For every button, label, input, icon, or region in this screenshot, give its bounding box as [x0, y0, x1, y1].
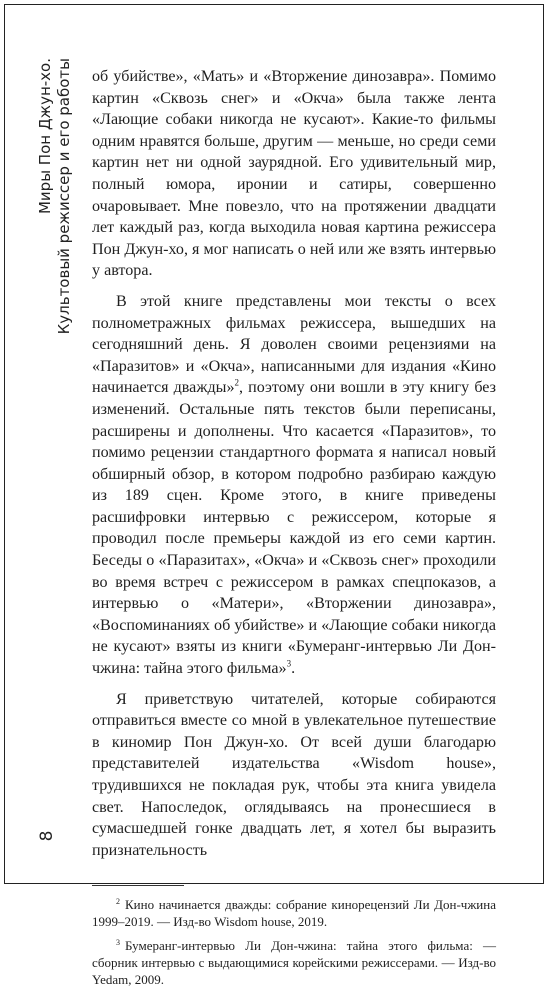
- footnote-2: [92, 896, 496, 930]
- paragraph-text: В этой книге представлены мои тексты о всех полнометражных фильмах режиссера, вышедших на сегодняшний день. Я доволен своими рецензиями на «Паразитов» и «Окча», написанными для издания «Кино начинается дважды»: [92, 292, 496, 397]
- paragraph-text: Я приветствую читателей, которые собираются отправиться вместе со мной в увлекательное путешествие в киномир Пон Джун-хо. От всей души благодарю представителей издательства «Wisdom house», трудившихся не покладая рук, чтобы эта книга увидела свет. Напоследок, оглядываясь на пронесшиеся в сумасшедшей гонке двадцать лет, я хотел бы выразить признательность: [92, 690, 496, 859]
- paragraph-2: [92, 291, 496, 680]
- footnote-divider: [92, 885, 184, 886]
- running-head-title: Миры Пон Джун-хо.: [36, 58, 54, 215]
- footnote-mark: 2: [116, 897, 120, 907]
- footnote-3: [92, 937, 496, 988]
- footnote-text: Кино начинается дважды: собрание кинорецензий Ли Дон-чжина 1999–2019. — Изд-во Wisdom house, 2019.: [92, 897, 496, 930]
- paragraph-1: [92, 66, 496, 282]
- running-head: [36, 58, 96, 348]
- footnote-mark: 3: [116, 938, 120, 948]
- running-head-subtitle: Культовый режиссер и его работы: [55, 58, 73, 335]
- footnote-text: Бумеранг-интервью Ли Дон-чжина: тайна этого фильма: — сборник интервью с выдающимися корейскими режиссерами. — Изд-во Yedam, 2009.: [92, 938, 496, 988]
- paragraph-text: , поэтому они вошли в эту книгу без изменений. Остальные пять текстов были переписаны, расширены и дополнены. Что касается «Паразитов», то помимо рецензии стандартного формата я написал новый обширный обзор, в котором подробно разбираю каждую из 189 сцен. Кроме этого, в книге приведены расшифровки интервью с режиссером, которые я проводил после премьеры каждой из его семи картин. Беседы о «Паразитах», «Окча» и «Сквозь снег» проходили во время встреч с режиссером в рамках спецпоказов, а интервью о «Матери», «Вторжении динозавра», «Воспоминаниях об убийстве» и «Лающие собаки никогда не кусают» взяты из книги «Бумеранг-интервью Ли Дон-чжина: тайна этого фильма»: [92, 379, 496, 678]
- main-text: [92, 66, 496, 988]
- footnote-ref-3[interactable]: 3: [286, 658, 292, 669]
- paragraph-text: об убийстве», «Мать» и «Вторжение динозавра». Помимо картин «Сквозь снег» и «Окча» была также лента «Лающие собаки никогда не кусают». Какие-то фильмы одним нравятся больше, другим — меньше, но среди семи картин нет ни одной заурядной. Его удивительный мир, полный юмора, иронии и сатиры, совершенно очаровывает. Мне повезло, что на протяжении двадцати лет каждый раз, когда выходила новая картина режиссера Пон Джун-хо, я мог написать о ней или же взять интервью у автора.: [92, 68, 496, 280]
- footnote-ref-2[interactable]: 2: [234, 377, 239, 388]
- paragraph-text: .: [291, 660, 296, 678]
- page-number: 8: [37, 830, 57, 842]
- paragraph-3: [92, 689, 496, 862]
